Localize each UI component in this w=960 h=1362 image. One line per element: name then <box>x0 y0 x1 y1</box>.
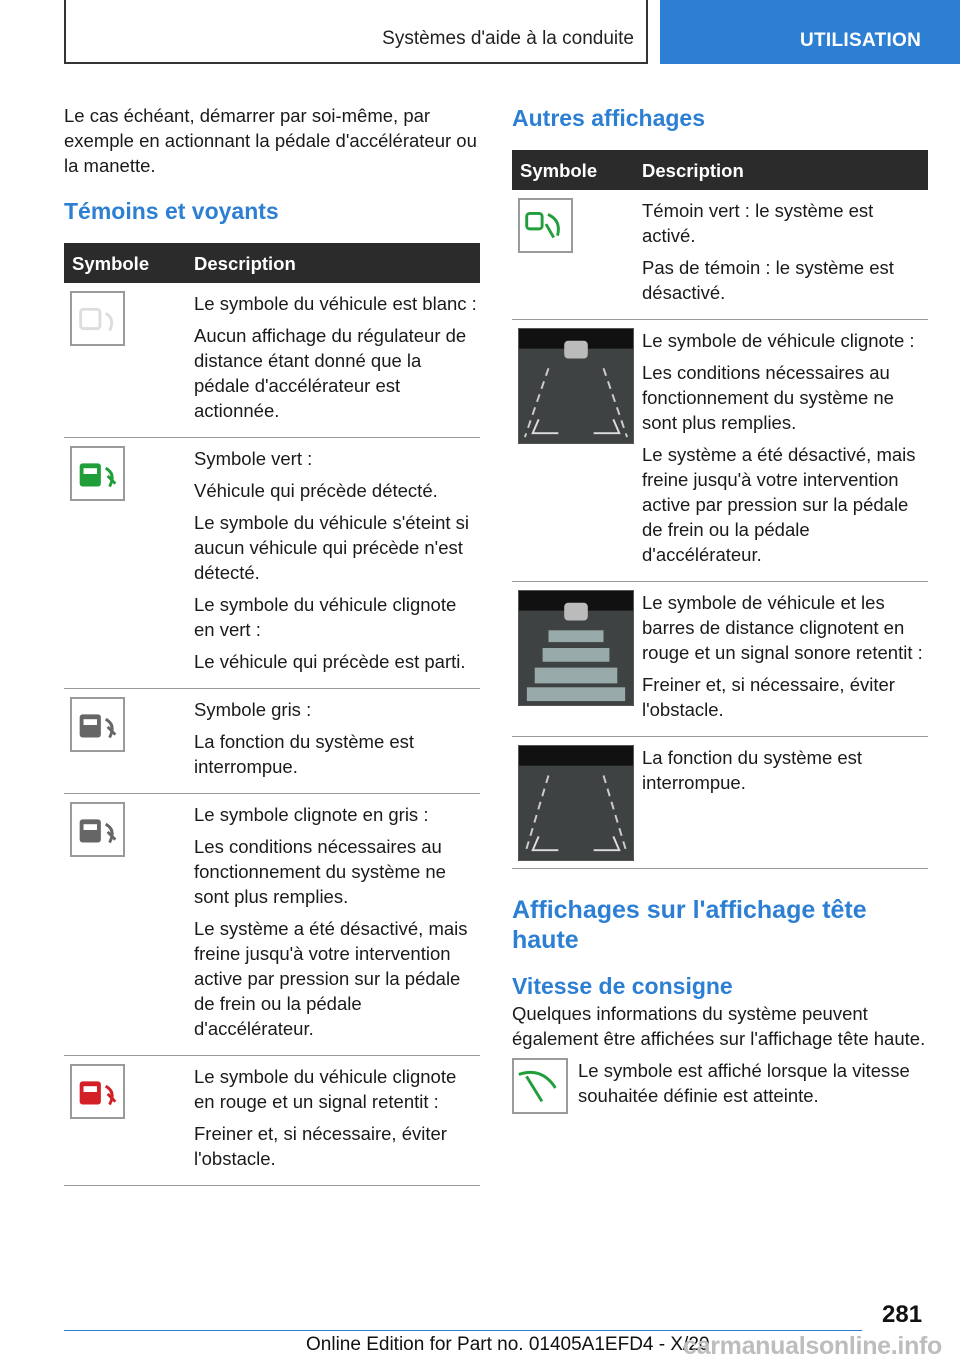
col-description: Description <box>186 243 480 283</box>
header-section-title: Systèmes d'aide à la conduite <box>382 28 634 49</box>
intro-paragraph: Le cas échéant, démarrer par soi-même, par exemple en actionnant la pédale d'accélérateur ou la manette. <box>64 105 477 176</box>
table-row <box>64 794 480 1056</box>
table-row <box>64 283 480 438</box>
row-text: Le symbole du véhicule clignote en vert : <box>194 594 457 640</box>
hud-paragraph: Quelques informations du système peuvent également être affichées sur l'affichage tête haute. <box>512 1003 926 1049</box>
row-text: Freiner et, si nécessaire, éviter l'obstacle. <box>642 674 895 720</box>
vehicle-green-icon <box>70 446 125 501</box>
table-row <box>64 1056 480 1186</box>
col-symbole: Symbole <box>64 243 186 283</box>
hud-text: Le symbole est affiché lorsque la vitesse souhaitée définie est atteinte. <box>578 1060 910 1106</box>
row-text: Le symbole de véhicule et les barres de distance clignotent en rouge et un signal sonore retentit : <box>642 592 923 663</box>
row-text: Le symbole du véhicule clignote en rouge et un signal retentit : <box>194 1066 457 1112</box>
header-tab-label: UTILISATION <box>800 30 922 51</box>
row-text: Les conditions nécessaires au fonctionnement du système ne sont plus remplies. <box>642 362 894 433</box>
speed-arc-green-icon <box>518 198 573 253</box>
row-text: La fonction du système est interrompue. <box>194 731 415 777</box>
col-description: Description <box>634 150 928 190</box>
other-displays-table <box>512 150 928 869</box>
row-text: La fonction du système est interrompue. <box>642 747 863 793</box>
heading-vitesse: Vitesse de consigne <box>512 973 733 999</box>
row-text: Le symbole du véhicule s'éteint si aucun véhicule qui précède n'est détecté. <box>194 512 470 583</box>
footer-edition: Online Edition for Part no. 01405A1EFD4 - X/20 <box>306 1334 710 1355</box>
hud-item <box>512 1058 928 1128</box>
vehicle-white-icon <box>70 291 125 346</box>
row-text: Le symbole de véhicule clignote : <box>642 330 915 351</box>
left-column <box>64 103 480 1186</box>
road-vehicle-bars-icon <box>518 590 634 706</box>
vehicle-red-icon <box>70 1064 125 1119</box>
heading-hud: Affichages sur l'affichage tête haute <box>512 896 867 954</box>
table-row <box>64 438 480 689</box>
table-row <box>512 320 928 582</box>
road-empty-icon <box>518 745 634 861</box>
indicator-table <box>64 243 480 1186</box>
section-heading-autres: Autres affichages <box>512 105 706 131</box>
row-text: Le système a été désactivé, mais freine jusqu'à votre intervention active par pression sur la pédale de frein ou la pédale d'accélérateur. <box>642 444 916 565</box>
header-section-box <box>64 0 648 64</box>
row-text: Freiner et, si nécessaire, éviter l'obstacle. <box>194 1123 447 1169</box>
table-row <box>512 582 928 737</box>
row-text: Symbole gris : <box>194 699 312 720</box>
row-text: Le système a été désactivé, mais freine jusqu'à votre intervention active par pression sur la pédale de frein ou la pédale d'accélérateur. <box>194 918 468 1039</box>
row-text: Les conditions nécessaires au fonctionnement du système ne sont plus remplies. <box>194 836 446 907</box>
table-row <box>64 689 480 794</box>
header-tab <box>660 0 960 64</box>
page-number: 281 <box>882 1301 923 1328</box>
road-vehicle-blink-icon <box>518 328 634 444</box>
right-column <box>512 103 928 1128</box>
col-symbole: Symbole <box>512 150 634 190</box>
hud-speed-icon <box>512 1058 568 1114</box>
table-header <box>512 150 928 190</box>
table-row <box>512 737 928 869</box>
row-text: Le symbole du véhicule est blanc : <box>194 293 477 314</box>
row-text: Aucun affichage du régulateur de distance étant donné que la pédale d'accélérateur est actionnée. <box>194 325 467 421</box>
row-text: Témoin vert : le système est activé. <box>642 200 874 246</box>
row-text: Véhicule qui précède détecté. <box>194 480 438 501</box>
footer-rule <box>64 1330 862 1331</box>
watermark: carmanualsonline.info <box>683 1332 943 1360</box>
row-text: Le véhicule qui précède est parti. <box>194 651 466 672</box>
row-text: Le symbole clignote en gris : <box>194 804 429 825</box>
table-row <box>512 190 928 320</box>
row-text: Pas de témoin : le système est désactivé. <box>642 257 894 303</box>
vehicle-gray-icon <box>70 697 125 752</box>
table-header <box>64 243 480 283</box>
vehicle-gray-blink-icon <box>70 802 125 857</box>
section-heading-temoins: Témoins et voyants <box>64 198 279 224</box>
row-text: Symbole vert : <box>194 448 313 469</box>
